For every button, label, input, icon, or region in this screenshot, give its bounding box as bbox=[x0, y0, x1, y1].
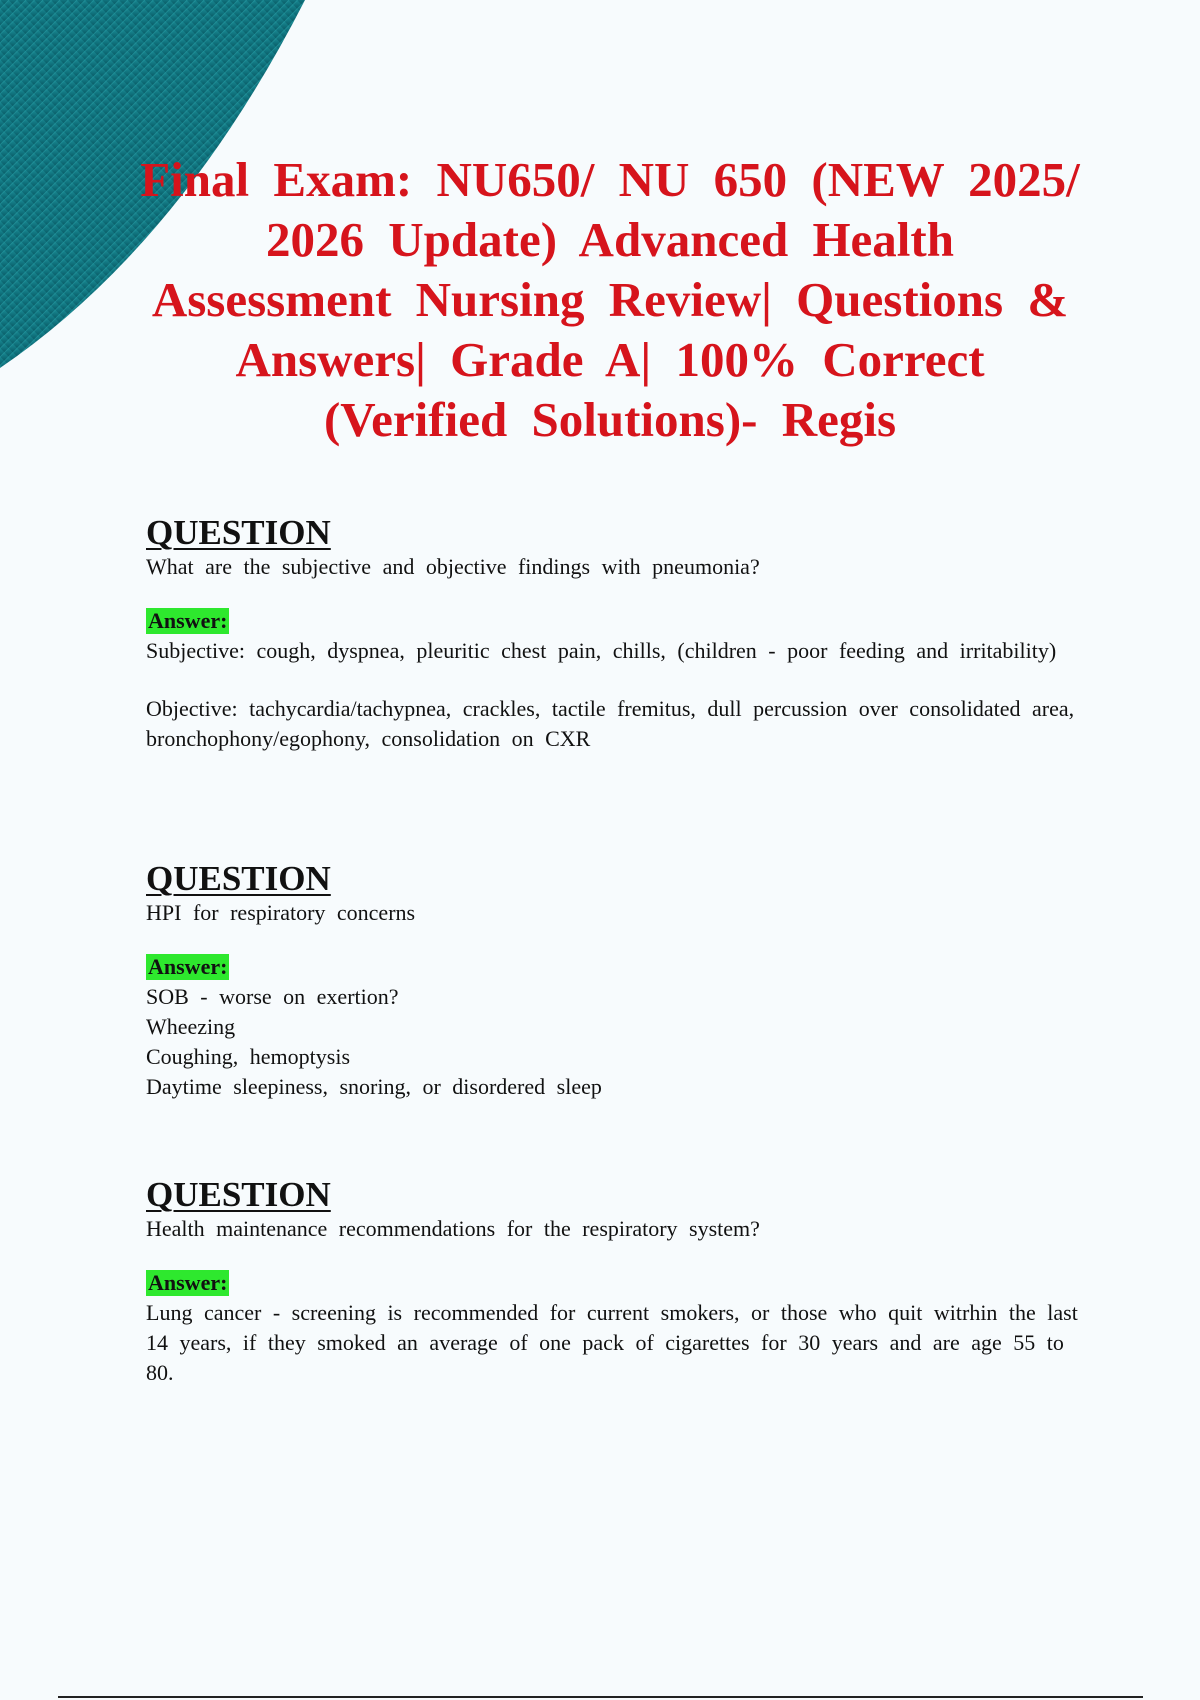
answer-paragraph: Lung cancer - screening is recommended for current smokers, or those who quit witrhin the last 14 years, if they smoked an average of one pack of cigarettes for 30 years and are age 55 to 80. bbox=[146, 1300, 1078, 1385]
answer-line: Wheezing bbox=[146, 1014, 236, 1039]
answer-label: Answer: bbox=[148, 954, 228, 979]
question-text: Health maintenance recommendations for the respiratory system? bbox=[146, 1216, 760, 1241]
footer-divider bbox=[58, 1696, 1143, 1698]
answer-line: Daytime sleepiness, snoring, or disordered sleep bbox=[146, 1074, 602, 1099]
document-title: Final Exam: NU650/ NU 650 (NEW 2025/ 2026 Update) Advanced Health Assessment Nursing Review| Questions & Answers| Grade A| 100% Correct (Verified Solutions)- Regis bbox=[140, 152, 1080, 447]
question-block-3 bbox=[146, 1176, 1086, 1388]
question-text: HPI for respiratory concerns bbox=[146, 900, 416, 925]
question-heading: QUESTION bbox=[146, 859, 331, 898]
answer-paragraph: Subjective: cough, dyspnea, pleuritic chest pain, chills, (children - poor feeding and irritability) bbox=[146, 638, 1057, 663]
answer-paragraph: Objective: tachycardia/tachypnea, crackles, tactile fremitus, dull percussion over consolidated area, bronchophony/egophony, consolidation on CXR bbox=[146, 696, 1075, 751]
question-text: What are the subjective and objective findings with pneumonia? bbox=[146, 554, 760, 579]
answer-label: Answer: bbox=[148, 1270, 228, 1295]
answer-line: Coughing, hemoptysis bbox=[146, 1044, 351, 1069]
answer-line: SOB - worse on exertion? bbox=[146, 984, 399, 1009]
question-block-1 bbox=[146, 514, 1086, 754]
question-heading: QUESTION bbox=[146, 513, 331, 552]
question-block-2 bbox=[146, 860, 1086, 1102]
answer-list bbox=[146, 982, 1086, 1102]
question-heading: QUESTION bbox=[146, 1175, 331, 1214]
answer-label: Answer: bbox=[148, 608, 228, 633]
